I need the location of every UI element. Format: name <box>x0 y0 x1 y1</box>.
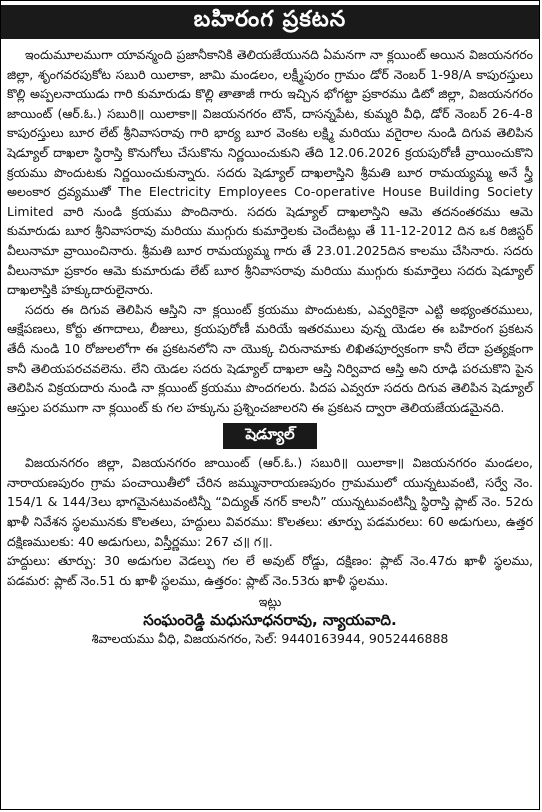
signatory-address: శివాలయము వీధి, విజయనగరం, సెల్: 9440163944, 9052446888 <box>91 631 449 647</box>
schedule-description: విజయనగరం జిల్లా, విజయనగరం జాయింట్ (ఆర్.ఓ.) సబురి॥ యిలాకా॥ విజయనగరం మండలం, నారాయణపురం గ్రామ పంచాయితీలో చేరిన జమ్మునారాయణపురం గ్రామములో యున్నటువంటి, సర్వే నెం. 154/1 & 144/3లు భాగమైనటువంటిన్నీ “విద్యుత్ నగర్ కాలనీ” యున్నటువంటిన్నీ స్థిరాస్తి ప్లాట్ నెం. 52రు ఖాళీ నివేశన స్థలమునకు కొలతలు, హద్దులు వివరము: కొలతలు: తూర్పు పడమరలు: 60 అడుగులు, ఉత్తర దక్షిణములకు: 40 అడుగులు, విస్తీర్ణము: 267 చ॥ గ॥. <box>7 455 533 549</box>
schedule-heading-wrap <box>7 423 533 449</box>
schedule-heading: షెడ్యూల్ <box>223 423 316 449</box>
schedule-boundaries: హద్దులు: తూర్పు: 30 అడుగుల వెడల్పు గల లే అవుట్ రోడ్డు, దక్షిణం: ప్లాట్ నెం.47రు ఖాళీ స్థలము, పడమర: ప్లాట్ నెం.51 రు ఖాళీ స్థలము, ఉత్తరం: ప్లాట్ నెం.53రు ఖాళీ స్థలము. <box>7 553 533 588</box>
signature-block <box>7 593 533 648</box>
notice-paragraph-2: సదరు ఈ దిగువ తెలిపిన ఆస్తిని నా క్లయింట్ క్రయము పొందుటకు, ఎవ్వరికైనా ఎట్టి అభ్యంతరములు, ఆక్షేపణలు, కోర్టు తగాదాలు, లీజులు, క్రయపురోణీ మరియే ఇతరములు వున్న యెడల ఈ బహిరంగ ప్రకటన తేదీ నుండి 10 రోజులలోగా ఈ ప్రకటనలోని నా యొక్క చిరునామాకు లిఖితపూర్వకంగా కానీ లేదా ప్రత్యక్షంగా కానీ తెలియపరచవలెను. లేని యెడల సదరు షెడ్యూల్ దాఖలా ఆస్తి నిర్వివాద ఆస్తి అని రూఢి పరచుకొని పైన తెలిపిన విక్రయదారు నుండి నా క్లయింట్ క్రయము పొందగలరు. పిదప ఎవ్వరూ సదరు దిగువ తెలిపిన షెడ్యూల్ ఆస్తుల పరముగా నా క్లయింట్ కు గల హక్కును ప్రశ్నించజాలరని ఈ ప్రకటన ద్వారా తెలియజేయడమైనది. <box>7 301 533 415</box>
notice-paragraph-1: ఇందుమూలముగా యావన్మంది ప్రజానీకానికి తెలియజేయునది ఏమనగా నా క్లయింట్ అయిన విజయనగరం జిల్లా, శృంగవరపుకోట సబురి యిలాకా, జామి మండలం, లక్ష్మీపురం గ్రామం డోర్ నెంబర్ 1-98/A కాపురస్తులు కొల్లి అప్పలనాయుడు గారి కుమారుడు కొల్లి తాతాజీ గారు ఇచ్చిన భోగట్టా ప్రకారము డిటో జిల్లా, విజయనగరం జాయింట్ (ఆర్.ఓ.) సబురి॥ యిలాకా॥ విజయనగరం టౌన్, దాసన్నపేట, కుమ్మరి వీధి, డోర్ నెంబర్ 26-4-8 కాపురస్తులు బూర లేట్ శ్రీనివాసరావు గారి భార్య బూర వెంకట లక్ష్మి మరియు వగైరాల నుండి దిగువ తెలిపిన షెడ్యూల్ దాఖలా స్థిరాస్తి కొనుగోలు చేసుకొను నిర్ణయించుకుని తేది 12.06.2026 క్రయపురోణీ వ్రాయించుకొని క్రయము పొందుటకు నిర్ణయించుకున్నారు. సదరు షెడ్యూల్ దాఖలాస్తిని శ్రీమతి బూర రామయ్యమ్మ అనే స్త్రీ అలంకార ద్రవ్యముతో The Electricity Employees Co-operative House Building Society Limited వారి నుండి క్రయము పొందినారు. సదరు షెడ్యూల్ దాఖలాస్తిని ఆమె తదనంతరము ఆమె కుమారుడు బూర శ్రీనివాసరావు మరియు ముగ్గురు కుమార్తెలకు చెందేటట్లు తే 11-12-2012 దిన ఒక రిజిస్టర్ వీలునామా వ్రాయించినారు. శ్రీమతి బూర రామయ్యమ్మ గారు తే 23.01.2025దిన కాలము చేసినారు. సదరు వీలునామా ప్రకారం ఆమె కుమారుడు లేట్ బూర శ్రీనివాసరావు మరియు ముగ్గురు కుమార్తెలు సదరు షెడ్యూల్ దాఖలాస్తికి హక్కుదారులైనారు. <box>7 47 533 298</box>
signatory-name: సంఘంరెడ్డి మధుసూధనరావు, న్యాయవాది. <box>143 611 397 630</box>
notice-title: బహిరంగ ప్రకటన <box>1 5 539 39</box>
regards-text: ఇట్లు <box>258 594 282 610</box>
